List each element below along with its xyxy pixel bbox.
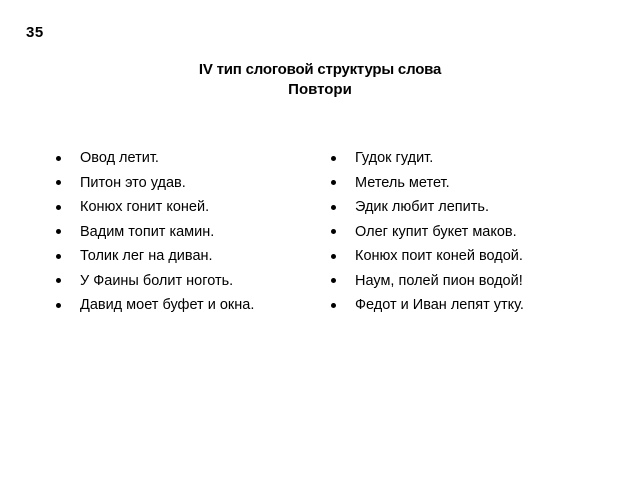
bullet-icon [56,303,61,308]
page-title: IV тип слоговой структуры слова [198,61,442,78]
sentence-text: Конюх поит коней водой. [355,248,523,265]
list-item [331,244,524,269]
page-number: 35 [26,24,44,41]
bullet-icon [331,278,336,283]
bullet-icon [56,254,61,259]
sentence-text: У Фаины болит ноготь. [80,272,234,289]
bullet-icon [331,303,336,308]
list-item [56,171,254,196]
bullet-icon [56,180,61,185]
sentence-text: Метель метет. [355,174,450,191]
sentence-text: Наум, полей пион водой! [355,272,523,289]
list-item [56,220,254,245]
bullet-icon [331,205,336,210]
sentence-text: Гудок гудит. [355,150,434,167]
heading [0,60,640,100]
page-subtitle: Повтори [288,81,352,98]
sentence-text: Федот и Иван лепят утку. [355,297,524,314]
list-item [331,220,524,245]
sentence-text: Давид моет буфет и окна. [80,297,255,314]
bullet-icon [56,205,61,210]
list-item [56,293,254,318]
bullet-icon [56,229,61,234]
bullet-icon [56,278,61,283]
sentence-text: Вадим топит камин. [80,223,215,240]
sentence-text: Олег купит букет маков. [355,223,517,240]
sentence-text: Конюх гонит коней. [80,199,210,216]
list-item [331,269,524,294]
bullet-icon [331,254,336,259]
sentence-text: Питон это удав. [80,174,186,191]
list-item [331,293,524,318]
bullet-icon [56,156,61,161]
sentence-text: Эдик любит лепить. [355,199,489,216]
bullet-icon [331,180,336,185]
list-item [331,146,524,171]
list-item [331,195,524,220]
list-item [56,146,254,171]
list-item [331,171,524,196]
right-sentence-list [331,146,524,318]
bullet-icon [331,229,336,234]
sentence-text: Овод летит. [80,150,159,167]
list-item [56,269,254,294]
list-item [56,244,254,269]
sentence-text: Толик лег на диван. [80,248,213,265]
list-item [56,195,254,220]
bullet-icon [331,156,336,161]
left-sentence-list [56,146,254,318]
